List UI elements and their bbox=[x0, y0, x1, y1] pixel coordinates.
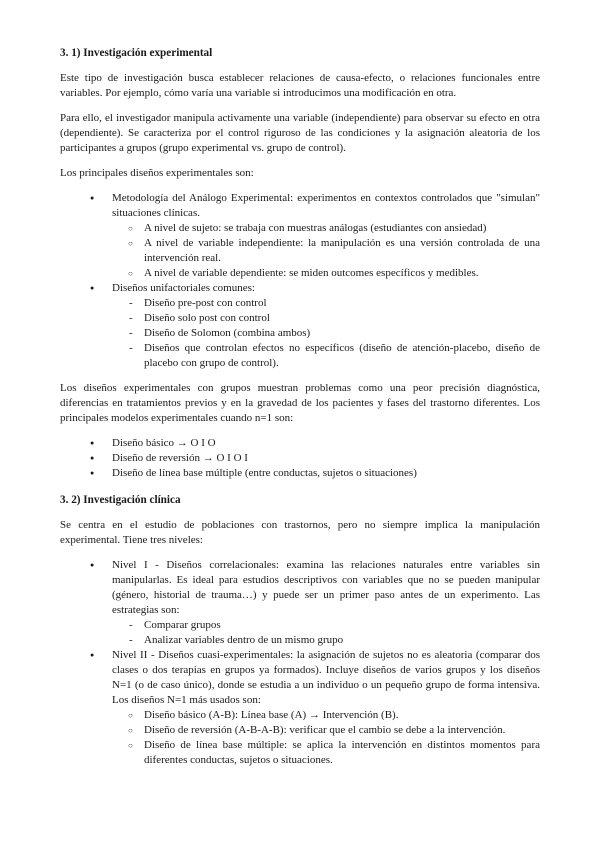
list-item-text: Nivel II - Diseños cuasi-experimentales: la asignación de sujetos no es aleatoria (comparar dos clases o dos terapias en grupos ya formados). Incluye diseños de varios grupos y los diseños N=1 (o de caso único), donde se estudia a un individuo o un pequeño grupo de forma intensiva. Los diseños N=1 más usados son: bbox=[112, 649, 540, 706]
section-2-heading: 3. 2) Investigación clínica bbox=[60, 494, 181, 506]
sublist-item: - Comparar grupos bbox=[112, 618, 540, 633]
sublist-item: ○ A nivel de sujeto: se trabaja con muestras análogas (estudiantes con ansiedad) bbox=[112, 221, 540, 236]
section-1-heading: 3. 1) Investigación experimental bbox=[60, 47, 213, 59]
sublist-item: - Diseño de Solomon (combina ambos) bbox=[112, 326, 540, 341]
list-item bbox=[60, 191, 540, 281]
sublist bbox=[112, 708, 540, 768]
list-item-text: Metodología del Análogo Experimental: experimentos en contextos controlados que "simulan" situaciones clínicas. bbox=[112, 192, 540, 219]
n1-models-list bbox=[60, 436, 540, 481]
list-item: ● Diseño básico → O I O bbox=[60, 436, 540, 451]
sublist bbox=[112, 221, 540, 281]
section-1-paragraph-4: Los diseños experimentales con grupos muestran problemas como una peor precisión diagnóstica, diferencias en tratamientos previos y en la gravedad de los pacientes y fases del trastorno diferentes. Los principales modelos experimentales cuando n=1 son: bbox=[60, 382, 540, 424]
sublist-item: - Diseño pre-post con control bbox=[112, 296, 540, 311]
section-1-paragraph-2: Para ello, el investigador manipula activamente una variable (independiente) para observar su efecto en otra (dependiente). Se caracteriza por el control riguroso de las condiciones y la asignación aleatoria de los participantes a grupos (grupo experimental vs. grupo de control). bbox=[60, 112, 540, 154]
sublist-item: - Analizar variables dentro de un mismo grupo bbox=[112, 633, 540, 648]
sublist-item: ○ A nivel de variable dependiente: se miden outcomes específicos y medibles. bbox=[112, 266, 540, 281]
sublist-item: - Diseños que controlan efectos no específicos (diseño de atención-placebo, diseño de placebo con grupo de control). bbox=[112, 341, 540, 371]
list-item-text: Nivel I - Diseños correlacionales: examina las relaciones naturales entre variables sin manipularlas. Es ideal para estudios descriptivos con variables que no se pueden manipular (género, historial de trauma…) y puede ser un primer paso antes de un experimento. Las estrategias son: bbox=[112, 559, 540, 616]
sublist bbox=[112, 296, 540, 371]
sublist-item: ○ Diseño de línea base múltiple: se aplica la intervención en distintos momentos para diferentes conductas, sujetos o situaciones. bbox=[112, 738, 540, 768]
list-item bbox=[60, 558, 540, 648]
sublist-item: ○ Diseño básico (A-B): Línea base (A) → Intervención (B). bbox=[112, 708, 540, 723]
sublist bbox=[112, 618, 540, 648]
section-1-paragraph-3: Los principales diseños experimentales son: bbox=[60, 167, 254, 179]
sublist-item: ○ A nivel de variable independiente: la manipulación es una versión controlada de una intervención real. bbox=[112, 236, 540, 266]
experimental-designs-list bbox=[60, 191, 540, 371]
section-1-paragraph-1: Este tipo de investigación busca establecer relaciones de causa-efecto, o relaciones funcionales entre variables. Por ejemplo, cómo varía una variable si introducimos una modificación en otra. bbox=[60, 72, 540, 99]
list-item: ● Diseño de reversión → O I O I bbox=[60, 451, 540, 466]
sublist-item: - Diseño solo post con control bbox=[112, 311, 540, 326]
list-item bbox=[60, 648, 540, 768]
list-item bbox=[60, 281, 540, 371]
clinical-levels-list bbox=[60, 558, 540, 768]
list-item: ● Diseño de línea base múltiple (entre conductas, sujetos o situaciones) bbox=[60, 466, 540, 481]
sublist-item: ○ Diseño de reversión (A-B-A-B): verificar que el cambio se debe a la intervención. bbox=[112, 723, 540, 738]
section-2-paragraph-1: Se centra en el estudio de poblaciones con trastornos, pero no siempre implica la manipulación experimental. Tiene tres niveles: bbox=[60, 519, 540, 546]
list-item-text: Diseños unifactoriales comunes: bbox=[112, 282, 255, 294]
